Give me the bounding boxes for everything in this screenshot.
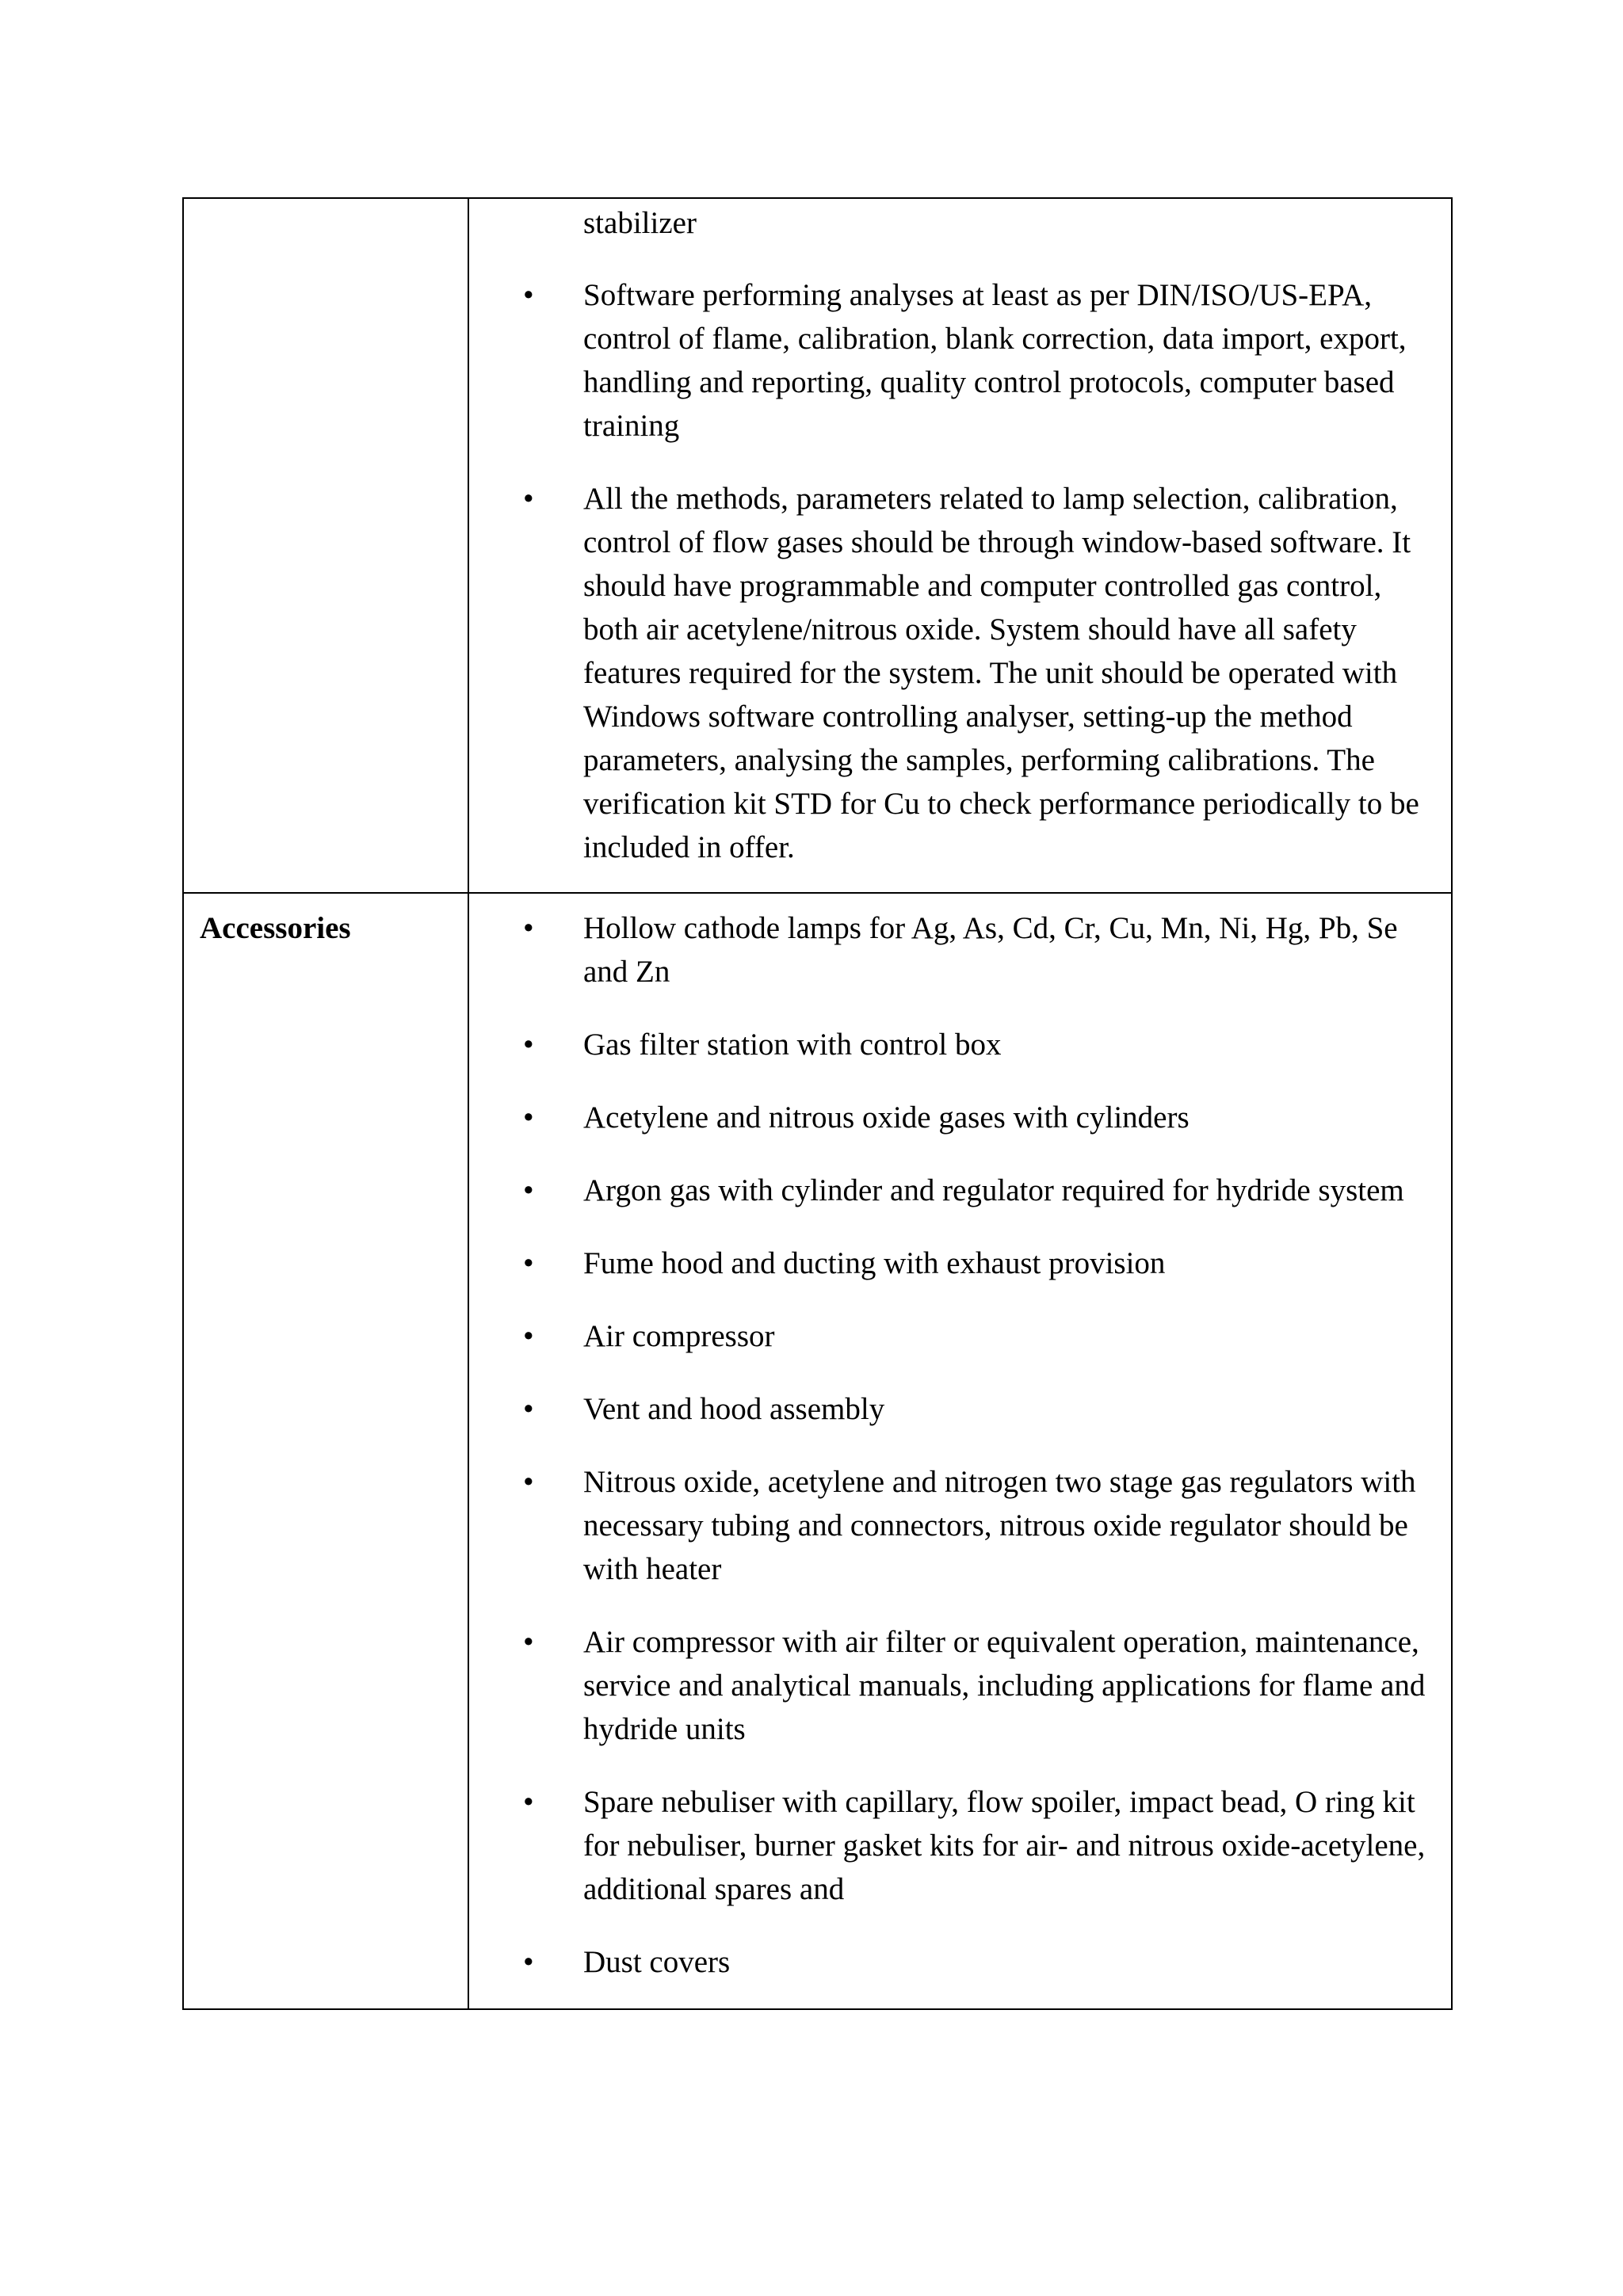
bullet-icon: • <box>523 482 534 516</box>
row-content-cell <box>468 893 1452 2009</box>
list-item <box>469 1460 1451 1591</box>
list-item-text: Nitrous oxide, acetylene and nitrogen two stage gas regulators with necessary tubing and connectors, nitrous oxide regulator should be with heater <box>583 1465 1416 1586</box>
table-row-accessories <box>183 893 1452 2009</box>
list-item-text: Argon gas with cylinder and regulator required for hydride system <box>583 1173 1404 1207</box>
list-item <box>469 1780 1451 1911</box>
specification-table <box>182 197 1453 2010</box>
list-item-text: Air compressor with air filter or equivalent operation, maintenance, service and analytical manuals, including applications for flame and hydride units <box>583 1625 1426 1746</box>
list-item-text: Dust covers <box>583 1945 731 1979</box>
row-content-cell <box>468 198 1452 893</box>
list-item-text: Acetylene and nitrous oxide gases with cylinders <box>583 1100 1190 1135</box>
list-item-text: Hollow cathode lamps for Ag, As, Cd, Cr, Cu, Mn, Ni, Hg, Pb, Se and Zn <box>583 911 1398 989</box>
row-label-cell-empty <box>183 198 468 893</box>
bullet-icon: • <box>523 1246 534 1280</box>
continued-text: stabilizer <box>583 206 697 240</box>
list-item-text: Spare nebuliser with capillary, flow spoiler, impact bead, O ring kit for nebuliser, burner gasket kits for air- and nitrous oxide-acetylene, additional spares and <box>583 1785 1426 1906</box>
row-label-cell <box>183 893 468 2009</box>
row-label-accessories: Accessories <box>200 911 351 945</box>
table-row-continued <box>183 198 1452 893</box>
list-item-text: Fume hood and ducting with exhaust provision <box>583 1246 1166 1280</box>
list-item-text: All the methods, parameters related to lamp selection, calibration, control of flow gases should be through window-based software. It should have programmable and computer controlled gas control, both air acetylene/nitrous oxide. System should have all safety features required for the system. The unit should be operated with Windows software controlling analyser, setting-up the method parameters, analysing the samples, performing calibrations. The verification kit STD for Cu to check performance periodically to be included in offer. <box>583 482 1419 864</box>
bullet-list <box>469 273 1451 869</box>
list-item <box>469 477 1451 869</box>
bullet-icon: • <box>523 278 534 312</box>
list-item <box>469 273 1451 448</box>
bullet-icon: • <box>523 1028 534 1062</box>
bullet-icon: • <box>523 1392 534 1426</box>
bullet-icon: • <box>523 911 534 945</box>
list-item <box>469 906 1451 994</box>
list-item <box>469 1096 1451 1139</box>
bullet-icon: • <box>523 1173 534 1207</box>
list-item <box>469 1387 1451 1431</box>
bullet-icon: • <box>523 1319 534 1353</box>
list-item <box>469 1940 1451 1984</box>
bullet-icon: • <box>523 1465 534 1499</box>
bullet-icon: • <box>523 1945 534 1979</box>
list-item <box>469 1241 1451 1285</box>
bullet-icon: • <box>523 1100 534 1135</box>
list-item-text: Software performing analyses at least as per DIN/ISO/US-EPA, control of flame, calibration, blank correction, data import, export, handling and reporting, quality control protocols, computer based training <box>583 278 1407 443</box>
list-item <box>469 1620 1451 1751</box>
list-item-text: Gas filter station with control box <box>583 1028 1002 1062</box>
bullet-icon: • <box>523 1785 534 1819</box>
list-item <box>469 1023 1451 1066</box>
list-item <box>469 1314 1451 1358</box>
list-item <box>469 1169 1451 1212</box>
list-item-text: Air compressor <box>583 1319 775 1353</box>
bullet-icon: • <box>523 1625 534 1659</box>
list-item-text: Vent and hood assembly <box>583 1392 885 1426</box>
bullet-list <box>469 906 1451 1984</box>
